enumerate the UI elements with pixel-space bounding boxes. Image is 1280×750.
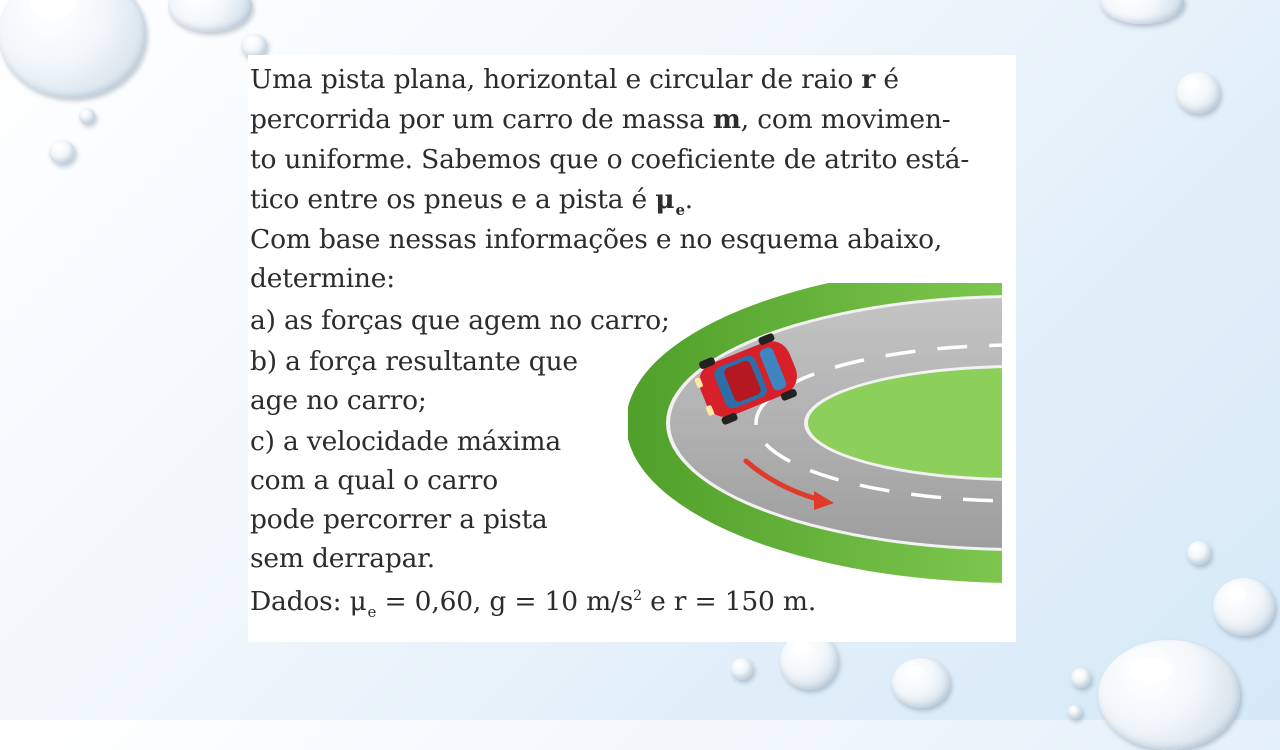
item-c: pode percorrer a pista bbox=[250, 504, 548, 535]
problem-line: to uniforme. Sabemos que o coeficiente de atrito está- bbox=[250, 144, 970, 175]
water-drop-decoration bbox=[1071, 668, 1091, 688]
water-drop-decoration bbox=[1098, 640, 1240, 750]
item-c: c) a velocidade máxima bbox=[250, 426, 561, 457]
water-drop-decoration bbox=[1187, 541, 1211, 565]
problem-line: Uma pista plana, horizontal e circular de raio r é bbox=[250, 64, 899, 95]
problem-line: percorrida por um carro de massa m, com movimen- bbox=[250, 104, 951, 135]
water-drop-decoration bbox=[1068, 705, 1082, 719]
textbook-excerpt bbox=[248, 55, 1016, 642]
water-drop-decoration bbox=[79, 108, 95, 124]
instruction-line: determine: bbox=[250, 263, 395, 294]
item-b: b) a força resultante que bbox=[250, 346, 578, 377]
item-a: a) as forças que agem no carro; bbox=[250, 305, 670, 336]
water-drop-decoration bbox=[49, 140, 75, 164]
water-drop-decoration bbox=[1213, 578, 1275, 636]
water-drop-decoration bbox=[731, 658, 753, 680]
circular-track-illustration bbox=[628, 283, 1014, 583]
instruction-line: Com base nessas informações e no esquema abaixo, bbox=[250, 224, 943, 255]
water-drop-decoration bbox=[0, 0, 146, 98]
item-c: com a qual o carro bbox=[250, 465, 499, 496]
problem-line: tico entre os pneus e a pista é $\mu_e$. bbox=[250, 184, 694, 219]
item-b: age no carro; bbox=[250, 385, 427, 416]
water-drop-decoration bbox=[1176, 72, 1220, 114]
given-data: Dados: $\mu_e = 0,60$, g = 10 $m/s^2$ e r = 150 m. bbox=[250, 586, 817, 621]
item-c: sem derrapar. bbox=[250, 543, 435, 574]
water-drop-decoration bbox=[892, 658, 950, 708]
water-drop-decoration bbox=[168, 0, 252, 32]
water-drop-decoration bbox=[1100, 0, 1184, 24]
